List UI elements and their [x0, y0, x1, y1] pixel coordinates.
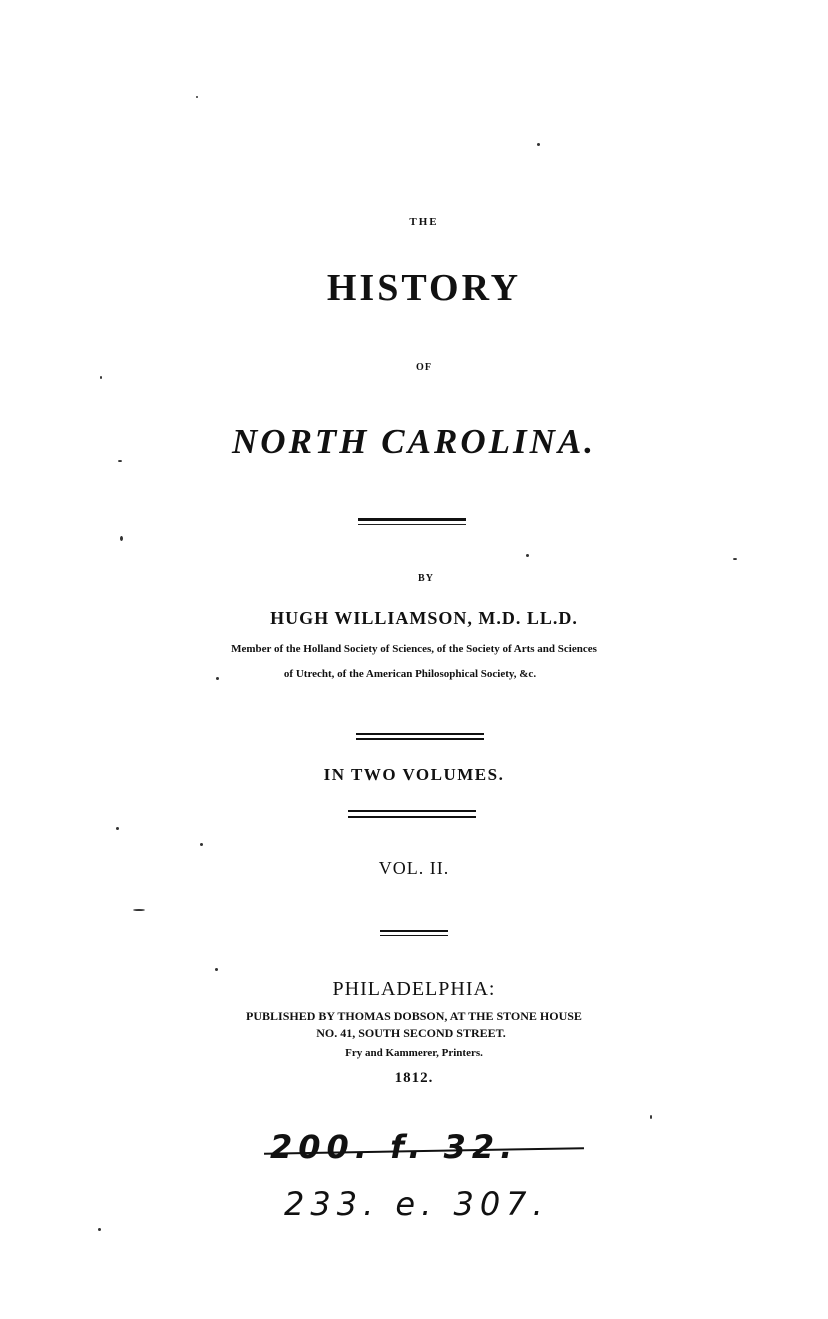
book-title: HISTORY: [326, 267, 522, 309]
book-subject: NORTH CAROLINA.: [232, 422, 596, 461]
scan-speck: [100, 376, 102, 379]
scan-speck: [215, 968, 218, 971]
scan-speck: [650, 1115, 652, 1119]
divider-rule: [380, 935, 448, 936]
volume-number: VOL. II.: [378, 858, 450, 878]
title-article: THE: [409, 216, 439, 228]
divider-rule: [358, 524, 466, 525]
scan-speck: [733, 558, 737, 560]
divider-rule: [358, 518, 466, 521]
publication-place: PHILADELPHIA:: [332, 978, 496, 1000]
scan-speck: [216, 677, 219, 680]
author-name: HUGH WILLIAMSON, M.D. LL.D.: [270, 608, 578, 628]
shelfmark-current: 233. e. 307.: [284, 1185, 549, 1223]
scan-speck: [200, 843, 203, 846]
publisher-line2: NO. 41, SOUTH SECOND STREET.: [316, 1026, 506, 1040]
author-by: BY: [418, 573, 434, 584]
scan-speck: [196, 96, 198, 98]
publication-year: 1812.: [394, 1070, 434, 1086]
divider-rule: [380, 930, 448, 932]
scan-speck: [120, 536, 123, 541]
divider-rule: [348, 810, 476, 812]
divider-rule: [356, 738, 484, 740]
shelfmark-crossed-out: 200. f. 32.: [270, 1128, 519, 1166]
title-preposition: OF: [416, 362, 432, 373]
divider-rule: [348, 816, 476, 818]
author-affiliation-line1: Member of the Holland Society of Sciences, of the Society of Arts and Sciences: [231, 643, 597, 655]
publisher-line1: PUBLISHED BY THOMAS DOBSON, AT THE STONE HOUSE: [246, 1009, 582, 1023]
scan-speck: [116, 827, 119, 830]
printers-line: Fry and Kammerer, Printers.: [345, 1047, 483, 1059]
volume-count: IN TWO VOLUMES.: [323, 765, 505, 784]
scan-speck: [133, 909, 145, 911]
scan-speck: [118, 460, 122, 462]
divider-rule: [356, 733, 484, 735]
author-affiliation-line2: of Utrecht, of the American Philosophical Society, &c.: [283, 668, 537, 680]
scan-speck: [98, 1228, 101, 1231]
scan-speck: [526, 554, 529, 557]
scan-speck: [537, 143, 540, 146]
